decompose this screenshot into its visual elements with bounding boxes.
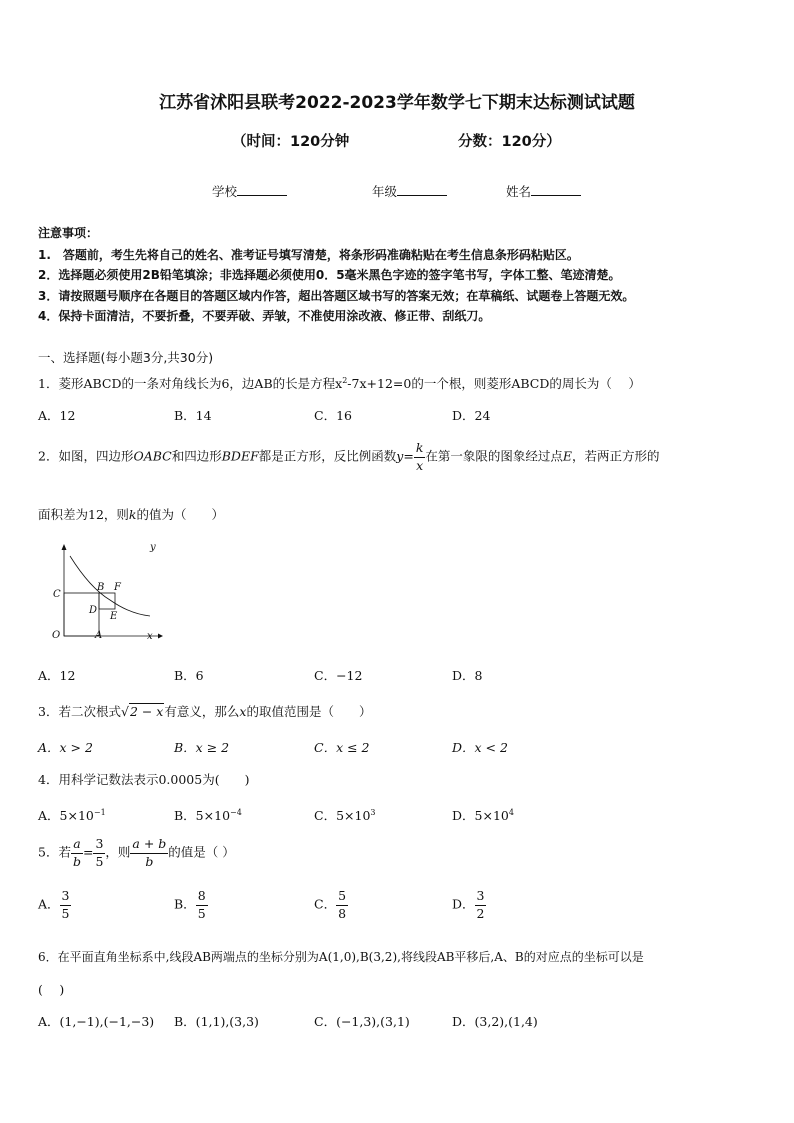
q1-option-b[interactable]: B．14: [174, 408, 212, 423]
option-label: D．5×10: [452, 808, 509, 823]
q6-option-a[interactable]: A．(1,−1),(−1,−3): [38, 1014, 155, 1029]
school-blank: [237, 183, 287, 196]
q5-text: 的值是（ ）: [168, 844, 235, 860]
q5-option-c[interactable]: [314, 890, 348, 920]
q5-option-a[interactable]: [38, 890, 71, 920]
question-4: 4．用科学记数法表示0.0005为( ): [38, 772, 250, 787]
q6-option-d[interactable]: D．(3,2),(1,4): [452, 1014, 538, 1029]
q4-option-a[interactable]: [38, 806, 106, 824]
fraction-numerator: 3: [475, 890, 487, 906]
option-exponent: −4: [230, 808, 242, 817]
q5-eq: =: [82, 844, 94, 860]
name-field: [506, 182, 581, 200]
q5-fraction-ab: [71, 838, 83, 868]
exam-time: （时间：120分钟: [232, 134, 350, 150]
q1-text-b: -7x+12=0的一个根，则菱形ABCD的周长为（ ）: [347, 376, 641, 391]
q3-option-a[interactable]: A．x > 2: [38, 740, 93, 755]
option-exponent: 3: [370, 808, 376, 817]
fraction-numerator: 5: [336, 890, 348, 906]
grade-blank: [397, 183, 447, 196]
option-fraction: [475, 890, 487, 920]
x-axis-arrow: [158, 634, 163, 639]
grade-field: [372, 182, 447, 200]
option-fraction: [336, 890, 348, 920]
q3-radicand: 2 − x: [129, 704, 164, 719]
q1-option-a[interactable]: A．12: [38, 408, 76, 423]
name-label: 姓名: [506, 184, 532, 199]
option-label: B．5×10: [174, 808, 231, 823]
y-axis-arrow: [62, 544, 67, 550]
fraction-denominator: b: [72, 853, 81, 869]
question-5: [38, 838, 235, 868]
q3-text: 的取值范围是（ ）: [246, 704, 372, 719]
question-2-line2: [38, 505, 224, 523]
q2-text: 在第一象限的图象经过点: [425, 448, 563, 464]
fraction-denominator: x: [416, 457, 424, 473]
point-d-label: D: [89, 605, 98, 616]
q2-option-a[interactable]: A．12: [38, 668, 76, 683]
q3-var: x: [239, 704, 247, 719]
option-fraction: [196, 890, 208, 920]
option-label: A．: [38, 896, 60, 912]
q3-text: 有意义，那么: [164, 704, 240, 719]
q4-option-c[interactable]: [314, 806, 376, 824]
q2-eq: =: [403, 448, 414, 464]
q4-option-b[interactable]: [174, 806, 242, 824]
q3-option-d[interactable]: D．x < 2: [452, 740, 508, 755]
q4-option-d[interactable]: [452, 806, 514, 824]
notice-item: 3．请按照题号顺序在各题目的答题区域内作答，超出答题区域书写的答案无效；在草稿纸、试题卷上答题无效。: [38, 289, 635, 303]
point-e-label: E: [110, 611, 118, 622]
q2-fraction: [414, 442, 426, 472]
q5-option-b[interactable]: [174, 890, 208, 920]
school-field: [212, 182, 287, 200]
option-exponent: 4: [508, 808, 514, 817]
q5-fraction-apb: [130, 838, 168, 868]
q1-option-d[interactable]: D．24: [452, 408, 491, 423]
fraction-numerator: k: [414, 442, 426, 458]
name-blank: [531, 183, 581, 196]
q6-option-c[interactable]: C．(−1,3),(3,1): [314, 1014, 410, 1029]
fraction-numerator: 3: [93, 838, 105, 854]
q3-option-c[interactable]: C．x ≤ 2: [314, 740, 370, 755]
point-c-label: C: [53, 589, 61, 600]
q6-option-b[interactable]: B．(1,1),(3,3): [174, 1014, 259, 1029]
point-b-label: B: [97, 582, 105, 593]
option-label: B．: [174, 896, 196, 912]
exam-title: 江苏省沭阳县联考2022-2023学年数学七下期末达标测试试题: [159, 93, 635, 113]
fraction-denominator: 8: [338, 905, 347, 921]
q2-figure: [40, 538, 170, 648]
fraction-denominator: 2: [476, 905, 485, 921]
q2-text: 面积差为12，则: [38, 507, 129, 522]
q3-text: 3．若二次根式: [38, 704, 121, 719]
grade-label: 年级: [372, 184, 398, 199]
question-1: [38, 374, 641, 392]
q2-text: ，若两正方形的: [572, 448, 660, 464]
q2-text: 都是正方形，反比例函数: [258, 448, 397, 464]
option-label: A．5×10: [38, 808, 94, 823]
q2-option-c[interactable]: C．−12: [314, 668, 363, 683]
q5-fraction-35: [93, 838, 105, 868]
q2-k: k: [128, 507, 137, 522]
q1-text-a: 1．菱形ABCD的一条对角线长为6，边AB的长是方程x: [38, 376, 343, 391]
section-heading: 一、选择题(每小题3分,共30分): [38, 350, 214, 365]
q5-option-d[interactable]: [452, 890, 486, 920]
square-bdef: [99, 593, 115, 609]
notice-item: 2．选择题必须使用2B铅笔填涂；非选择题必须使用0．5毫米黑色字迹的签字笔书写，字体工整、笔迹清楚。: [38, 268, 621, 282]
origin-label: O: [52, 630, 61, 641]
y-label: y: [150, 542, 156, 553]
q2-option-b[interactable]: B．6: [174, 668, 204, 683]
question-3: 3．若二次根式√2 − x有意义，那么x的取值范围是（ ）: [38, 704, 372, 719]
fraction-denominator: 5: [61, 905, 70, 921]
question-6: 6．在平面直角坐标系中,线段AB两端点的坐标分别为A(1,0),B(3,2),将线段AB平移后,A、B的对应点的坐标可以是: [38, 950, 644, 964]
notice-item: 4．保持卡面清洁，不要折叠，不要弄破、弄皱，不准使用涂改液、修正带、刮纸刀。: [38, 309, 491, 323]
hyperbola-curve: [70, 556, 150, 616]
q1-option-c[interactable]: C．16: [314, 408, 352, 423]
question-6-line2: ( ): [38, 982, 65, 997]
fraction-denominator: 5: [95, 853, 104, 869]
q1-exponent: 2: [342, 376, 348, 385]
q2-bdef: BDEF: [221, 448, 259, 464]
fraction-numerator: 3: [60, 890, 72, 906]
q2-oabc: OABC: [133, 448, 172, 464]
option-exponent: −1: [93, 808, 106, 817]
q2-point-e: E: [562, 448, 573, 464]
option-fraction: [60, 890, 72, 920]
notice-heading: 注意事项：: [38, 226, 99, 240]
q2-option-d[interactable]: D．8: [452, 668, 483, 683]
notice-item: 1. 答题前，考生先将自己的姓名、准考证号填写清楚，将条形码准确粘贴在考生信息条形码粘贴区。: [38, 248, 579, 262]
q5-text: 5．若: [38, 844, 71, 860]
q5-text: ，则: [105, 844, 131, 860]
q2-y: y: [396, 448, 404, 464]
option-label: C．5×10: [314, 808, 371, 823]
q2-text: 2．如图，四边形: [38, 448, 134, 464]
fraction-numerator: 8: [196, 890, 208, 906]
fraction-denominator: b: [145, 853, 154, 869]
option-label: D．: [452, 896, 475, 912]
fraction-numerator: a: [71, 838, 83, 854]
school-label: 学校: [212, 184, 238, 199]
question-2: [38, 442, 660, 472]
q3-option-b[interactable]: B．x ≥ 2: [174, 740, 230, 755]
point-a-label: A: [95, 630, 103, 641]
option-label: C．: [314, 896, 337, 912]
exam-score: 分数：120分）: [458, 134, 561, 150]
point-f-label: F: [114, 582, 121, 593]
fraction-numerator: a + b: [130, 838, 168, 854]
q2-text: 的值为（ ）: [136, 507, 224, 522]
x-label: x: [147, 631, 153, 642]
fraction-denominator: 5: [197, 905, 206, 921]
q2-text: 和四边形: [171, 448, 222, 464]
